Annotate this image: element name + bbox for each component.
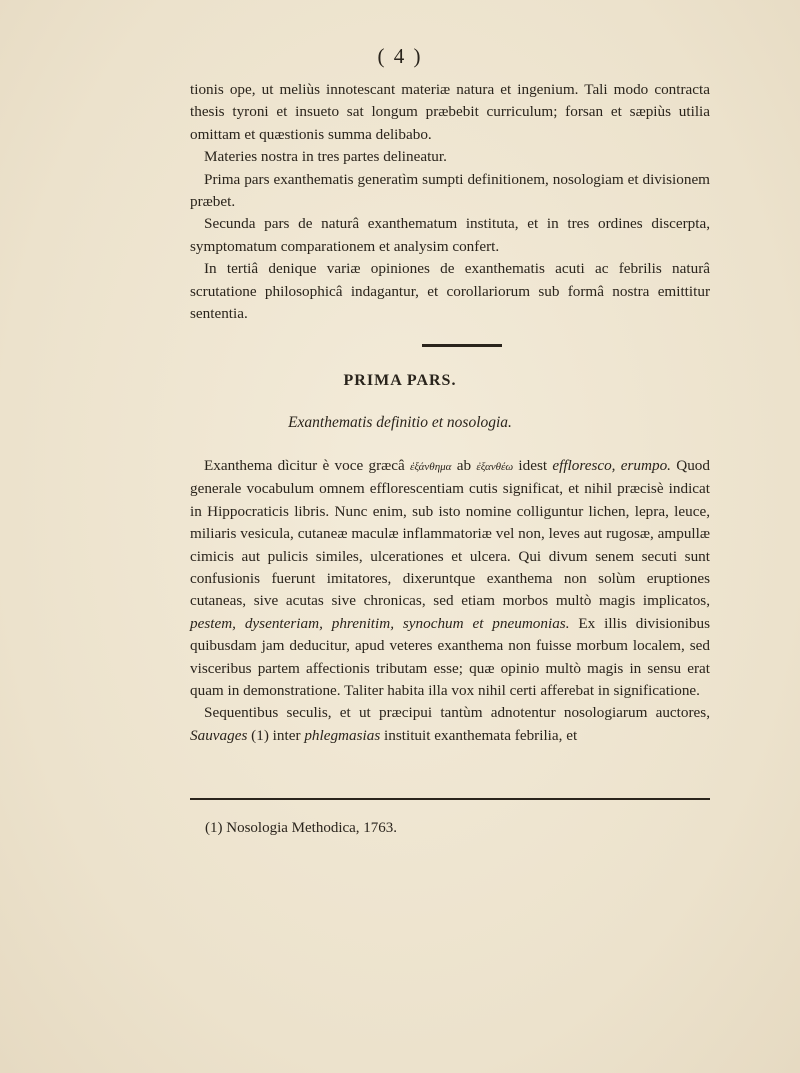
text-run: (1) inter: [247, 726, 305, 744]
section-divider: [422, 344, 502, 347]
paragraph: Materies nostra in tres partes delineatur.: [204, 148, 447, 166]
text-run: Ex illis divisionibus quibusdam jam deducitur, apud veteres exanthema non fuisse morbum localem, sed visceribus partem affectionis tributam esse; quæ opinio multò magis in sensu erat quam in demonstratione. Taliter habita illa vox nihil certi afferebat in significatione.: [190, 614, 711, 700]
footnote: (1) Nosologia Methodica, 1763.: [205, 820, 398, 836]
text-run: Sequentibus seculis, et ut præcipui tantùm adnotentur nosologiarum auctores,: [204, 704, 710, 722]
greek-word: ἐξανθέω: [476, 461, 514, 473]
italic-term: Sauvages: [190, 726, 248, 744]
paragraph: tionis ope, ut meliùs innotescant materiæ natura et ingenium. Tali modo contracta thesis tyroni et insueto sat longum præbebit curriculum; forsan et sæpiùs utilia omittam et quæstionis summa delibabo.: [190, 81, 710, 143]
paragraph: [190, 455, 710, 702]
text-run: idest: [513, 457, 553, 474]
paragraph: Prima pars exanthematis generatìm sumpti definitionem, nosologiam et divisionem præbet.: [190, 170, 710, 211]
text-run: Quod generale vocabulum omnem efflorescentiam cutis significat, et nihil præcisè indicat in Hippocraticis libris. Nunc enim, sub isto nomine colliguntur lichen, lepra, leuce, miliaris vesicula, cutaneæ maculæ inflammatoriæ vel non, leves aut rugosæ, ampullæ cimicis aut pulicis similes, ulcerationes et ulcera. Qui divum senem secuti sunt confusionis fuerunt imitatores, dixeruntque exanthema non solùm eruptiones cutaneas, sive acutas sive chronicas, sed etiam morbos multò magis implicatos,: [190, 457, 710, 610]
paragraph: Secunda pars de naturâ exanthematum instituta, et in tres ordines discerpta, symptomatum comparationem et analysim confert.: [190, 215, 710, 255]
paragraph: In tertiâ denique variæ opiniones de exanthematis acuti ac febrilis naturâ scrutatione philosophicâ indagantur, et corollariorum sub formâ nostra emittitur sententia.: [190, 260, 710, 323]
body-text-block: [190, 455, 710, 747]
part-heading: PRIMA PARS.: [343, 372, 457, 389]
italic-term: pestem, dysenteriam, phrenitim, synochum et pneumonias.: [190, 614, 570, 632]
paragraph: [190, 702, 710, 747]
part-subtitle: Exanthematis definitio et nosologia.: [288, 414, 512, 431]
page-number: ( 4 ): [377, 44, 423, 68]
italic-term: effloresco, erumpo.: [552, 457, 671, 474]
italic-term: phlegmasias: [304, 726, 381, 744]
text-run: ab: [451, 457, 477, 474]
text-run: Exanthema dìcitur è voce græcâ: [204, 457, 411, 474]
intro-text-block: [190, 79, 710, 325]
text-run: instituit exanthemata febrilia, et: [380, 726, 578, 744]
footnote-divider: [190, 798, 710, 800]
greek-word: ἐξάνθημα: [410, 461, 452, 473]
